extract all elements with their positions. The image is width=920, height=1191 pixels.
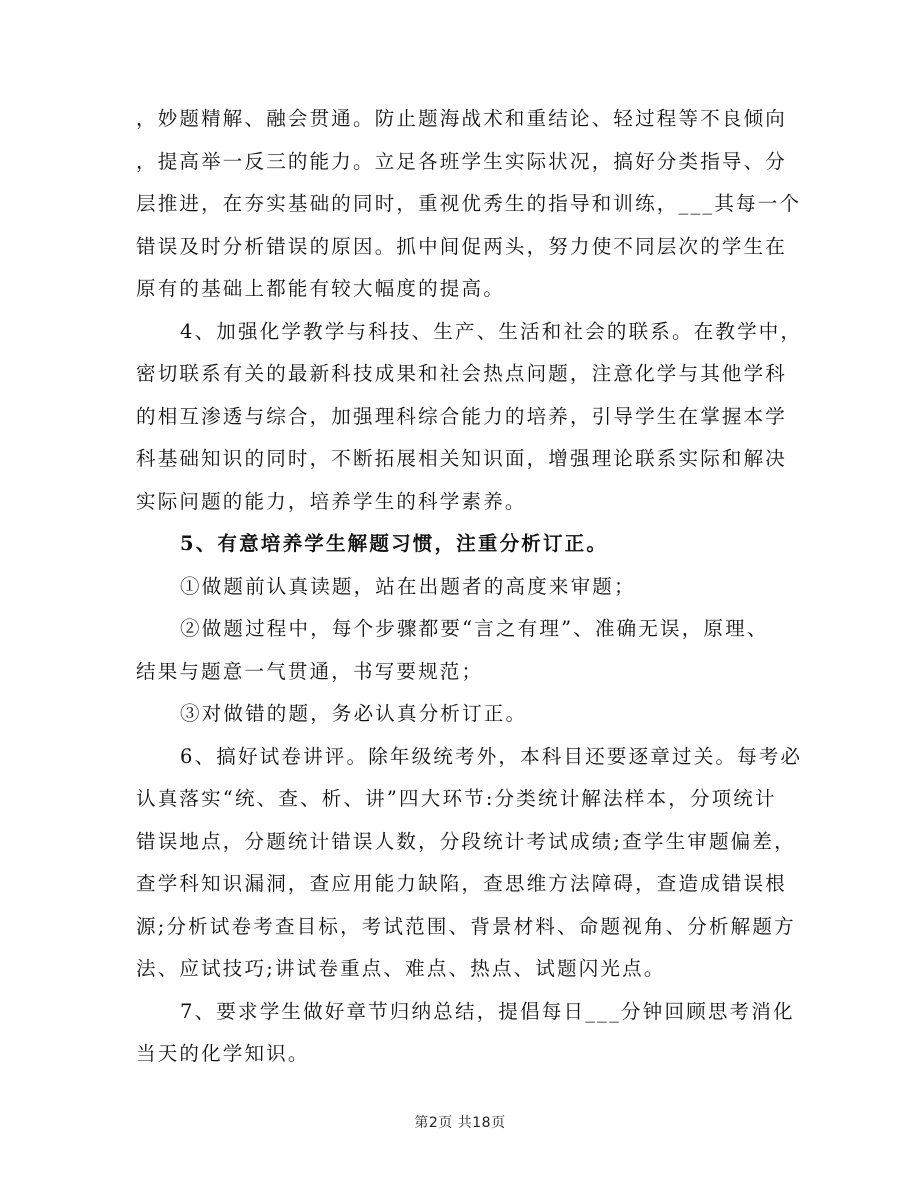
text-line: 源;分析试卷考查目标，考试范围、背景材料、命题视角、分析解题方 [136,914,796,938]
page-number-footer: 第2页 共18页 [414,1115,506,1131]
paragraph-6-heading-line: 6、搞好试卷讲评。除年级统考外，本科目还要逐章过关。每考必 [180,744,803,768]
section-5-heading: 5、有意培养学生解题习惯，注重分析订正。 [180,532,609,555]
text-line: 科基础知识的同时，不断拓展相关知识面，增强理论联系实际和解决 [136,447,788,470]
text-line: 层推进，在夯实基础的同时，重视优秀生的指导和训练，___其每一个 [136,192,802,215]
text-line: ，提高举一反三的能力。立足各班学生实际状况，搞好分类指导、分 [136,149,788,173]
text-line: 当天的化学知识。 [136,1042,310,1065]
text-line: 原有的基础上都能有较大幅度的提高。 [136,277,505,300]
text-line: 的相互渗透与综合，加强理科综合能力的培养，引导学生在掌握本学 [136,404,788,428]
text-line: 法、应试技巧;讲试卷重点、难点、热点、试题闪光点。 [136,957,666,980]
text-line: 密切联系有关的最新科技成果和社会热点问题，注意化学与其他学科 [136,362,788,385]
list-item-1: ①做题前认真读题，站在出题者的高度来审题； [180,574,636,598]
text-line: 实际问题的能力，培养学生的科学素养。 [136,489,527,513]
list-item-2: ②做题过程中，每个步骤都要“言之有理”、准确无误，原理、 [180,617,769,640]
text-line: 错误及时分析错误的原因。抓中间促两头，努力使不同层次的学生在 [136,234,788,258]
list-item-3: ③对做错的题，务必认真分析订正。 [180,702,528,725]
paragraph-7-heading-line: 7、要求学生做好章节归纳总结，提倡每日___分钟回顾思考消化 [180,999,795,1023]
text-line: 认真落实“统、查、析、讲”四大环节:分类统计解法样本，分项统计 [136,787,777,810]
text-line: 错误地点，分题统计错误人数，分段统计考试成绩;查学生审题偏差， [136,829,796,853]
text-line: 结果与题意一气贯通，书写要规范； [136,659,484,683]
document-body [136,98,803,1076]
paragraph-4-heading-line: 4、加强化学教学与科技、生产、生活和社会的联系。在教学中， [180,319,803,343]
text-line: 查学科知识漏洞，查应用能力缺陷，查思维方法障碍，查造成错误根 [136,872,788,895]
text-line: ，妙题精解、融会贯通。防止题海战术和重结论、轻过程等不良倾向 [136,107,788,130]
